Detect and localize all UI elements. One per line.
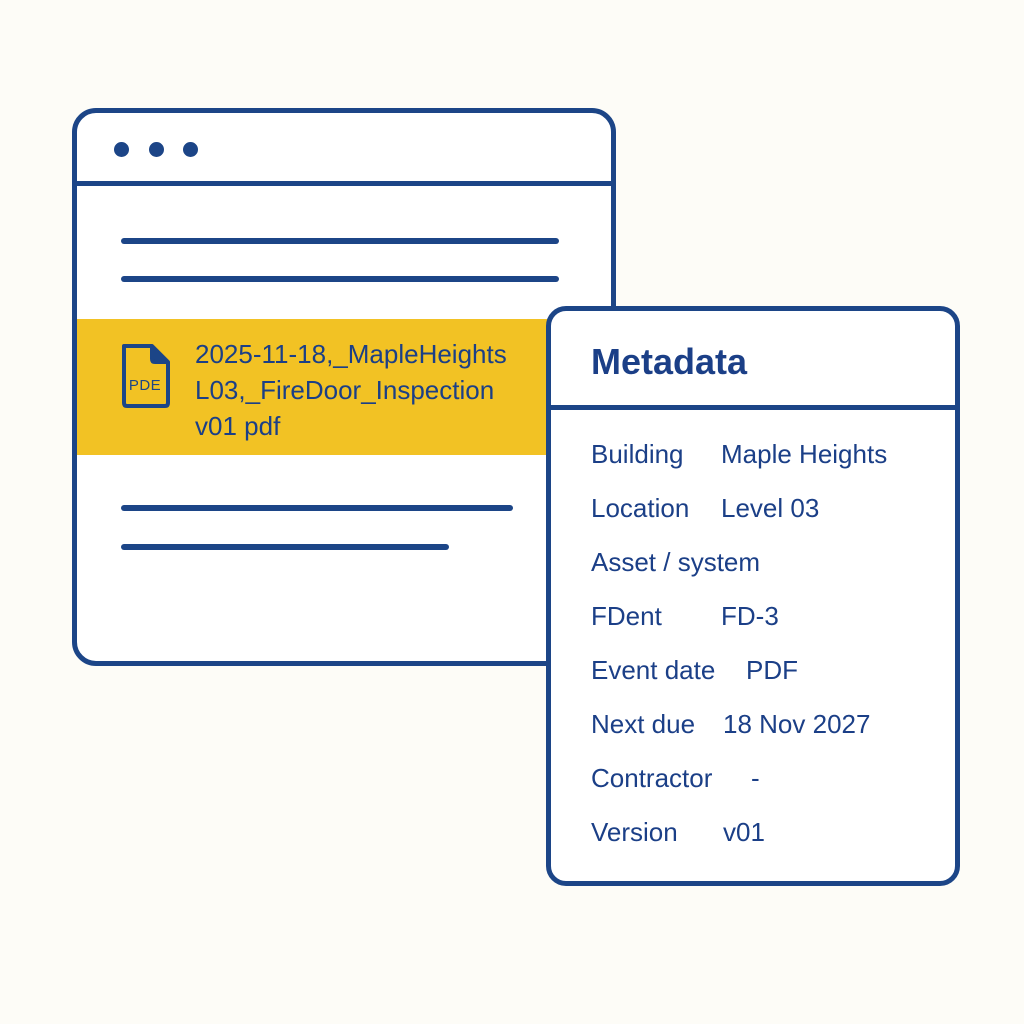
version-value[interactable]: v01 bbox=[723, 817, 765, 847]
fdent-value[interactable]: FD-3 bbox=[721, 601, 779, 631]
fdent-label: FDent bbox=[591, 601, 662, 631]
placeholder-text-line bbox=[121, 238, 559, 244]
placeholder-text-line bbox=[121, 505, 513, 511]
metadata-header bbox=[551, 311, 955, 410]
asset-system-label: Asset / system bbox=[591, 547, 761, 577]
browser-titlebar bbox=[77, 113, 611, 186]
selected-file-row[interactable] bbox=[77, 319, 611, 455]
window-dot-icon[interactable] bbox=[149, 142, 164, 157]
pdf-file-icon bbox=[119, 343, 171, 409]
file-type-label: PDE bbox=[128, 377, 162, 394]
contractor-value[interactable]: - bbox=[751, 763, 760, 793]
window-dot-icon[interactable] bbox=[114, 142, 129, 157]
file-name-line: L03,_FireDoor_Inspection bbox=[195, 375, 495, 405]
placeholder-text-line bbox=[121, 276, 559, 282]
event-date-label: Event date bbox=[591, 655, 716, 685]
contractor-label: Contractor bbox=[591, 763, 713, 793]
location-value[interactable]: Level 03 bbox=[721, 493, 820, 523]
metadata-panel bbox=[546, 306, 960, 886]
next-due-label: Next due bbox=[591, 709, 696, 739]
file-name bbox=[195, 336, 575, 444]
version-label: Version bbox=[591, 817, 678, 847]
file-name-line: 2025-11-18,_MapleHeights bbox=[195, 339, 507, 369]
browser-window bbox=[72, 108, 616, 666]
event-date-value[interactable]: PDF bbox=[746, 655, 798, 685]
location-label: Location bbox=[591, 493, 690, 523]
building-value[interactable]: Maple Heights bbox=[721, 439, 888, 469]
file-name-line: v01 pdf bbox=[195, 411, 281, 441]
metadata-title: Metadata bbox=[591, 341, 748, 382]
building-label: Building bbox=[591, 439, 684, 469]
next-due-value[interactable]: 18 Nov 2027 bbox=[723, 709, 871, 739]
window-dot-icon[interactable] bbox=[183, 142, 198, 157]
placeholder-text-line bbox=[121, 544, 449, 550]
